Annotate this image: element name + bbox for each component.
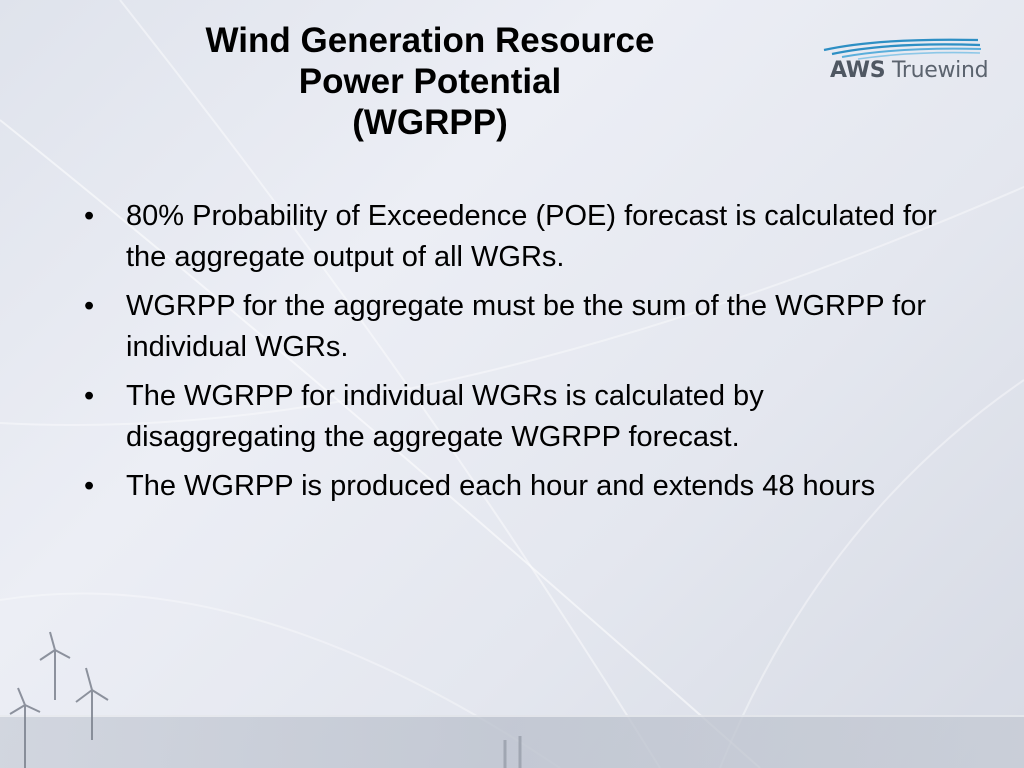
bullet-text: WGRPP for the aggregate must be the sum of the WGRPP for individual WGRs. xyxy=(126,290,927,363)
title-line: Wind Generation Resource xyxy=(205,21,655,60)
bullet-marker: • xyxy=(84,470,95,502)
bullet-marker: • xyxy=(84,380,95,412)
bullet-marker: • xyxy=(84,290,95,322)
bullet-list xyxy=(80,196,940,515)
wind-waves-icon xyxy=(818,30,988,60)
bullet-item xyxy=(80,376,940,458)
bullet-text: 80% Probability of Exceedence (POE) forecast is calculated for the aggregate output of all WGRs. xyxy=(126,200,937,273)
slide-title xyxy=(130,20,730,143)
title-line: Power Potential xyxy=(298,62,562,101)
bullet-item xyxy=(80,466,940,507)
logo-wordmark: AWS Truewind xyxy=(830,58,989,83)
bullet-marker: • xyxy=(84,200,95,232)
bullet-item xyxy=(80,286,940,368)
aws-truewind-logo xyxy=(818,30,988,86)
bullet-item xyxy=(80,196,940,278)
bullet-text: The WGRPP for individual WGRs is calculated by disaggregating the aggregate WGRPP forecast. xyxy=(126,380,764,453)
title-line: (WGRPP) xyxy=(352,103,508,142)
bullet-text: The WGRPP is produced each hour and extends 48 hours xyxy=(126,470,876,502)
